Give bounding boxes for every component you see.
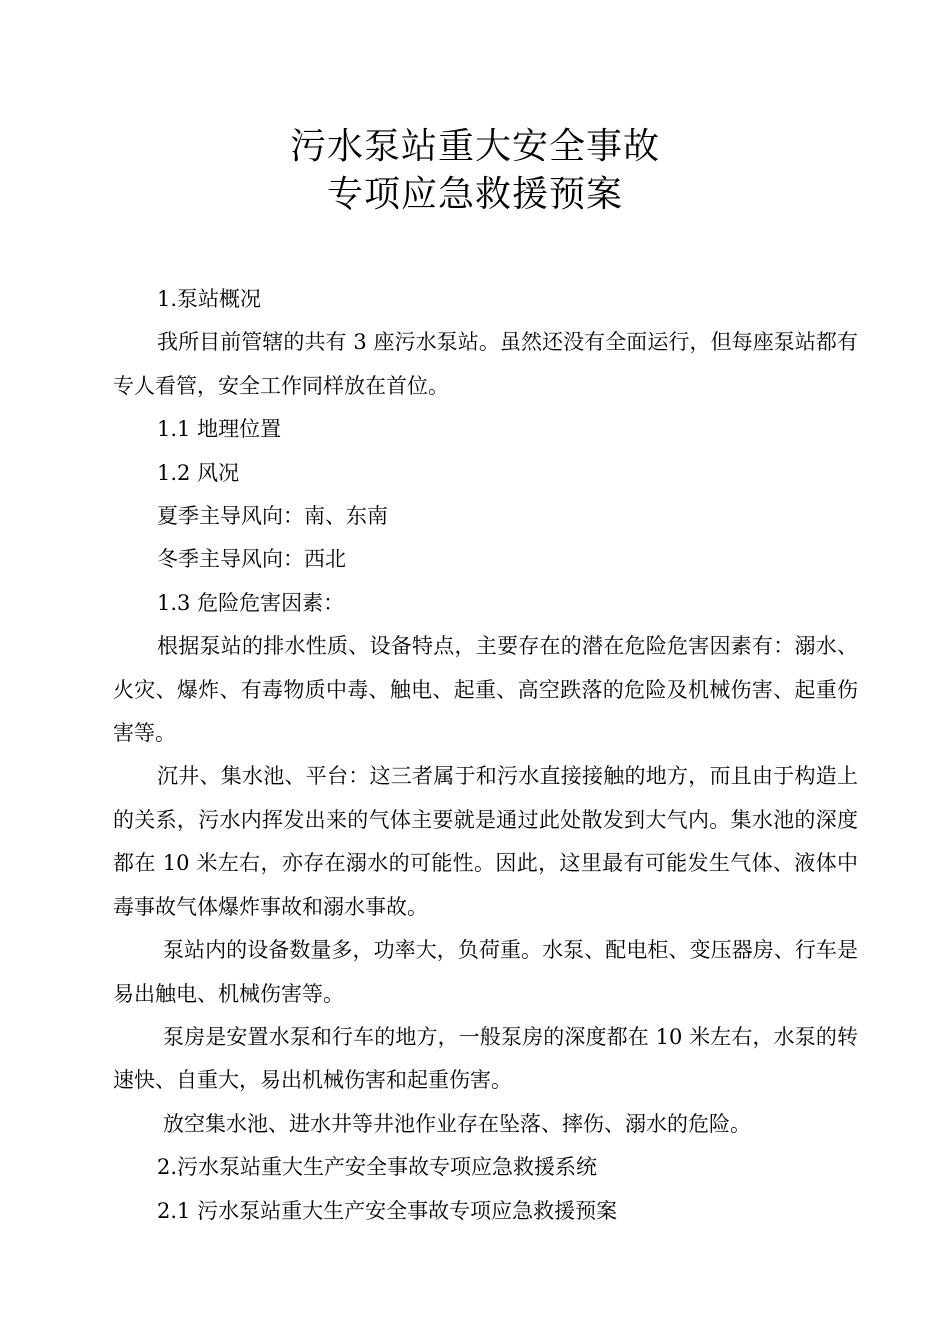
paragraph-hazard-factors: 根据泵站的排水性质、设备特点，主要存在的潜在危险危害因素有：溺水、火灾、爆炸、有毒物质中毒、触电、起重、高空跌落的危险及机械伤害、起重伤害等。 <box>113 634 858 746</box>
document-title-line-2: 专项应急救援预案 <box>326 174 623 215</box>
section-heading-hazard-factors: 1.3 危险危害因素： <box>157 590 345 615</box>
paragraph-well-operation-hazards: 放空集水池、进水井等井池作业存在坠落、摔伤、溺水的危险。 <box>163 1111 751 1136</box>
section-heading-wind-conditions: 1.2 风况 <box>157 460 240 485</box>
paragraph-pump-room-hazards: 泵房是安置水泵和行车的地方，一般泵房的深度都在 10 米左右，水泵的转速快、自重大，易出机械伤害和起重伤害。 <box>113 1024 858 1093</box>
section-heading-emergency-rescue-system: 2.污水泵站重大生产安全事故专项应急救援系统 <box>157 1155 598 1180</box>
section-heading-pump-station-overview: 1.泵站概况 <box>157 287 262 311</box>
section-heading-emergency-rescue-plan: 2.1 污水泵站重大生产安全事故专项应急救援预案 <box>157 1198 618 1223</box>
paragraph-winter-wind: 冬季主导风向：西北 <box>157 547 346 572</box>
paragraph-sump-well-hazards: 沉井、集水池、平台：这三者属于和污水直接接触的地方，而且由于构造上的关系，污水内挥发出来的气体主要就是通过此处散发到大气内。集水池的深度都在 10 米左右，亦存在溺水的可能性。因此，这里最有可能发生气体、液体中毒事故气体爆炸事故和溺水事故。 <box>113 764 858 919</box>
section-heading-geographic-location: 1.1 地理位置 <box>157 417 282 442</box>
document-body <box>113 278 858 1233</box>
paragraph-equipment-hazards: 泵站内的设备数量多，功率大，负荷重。水泵、配电柜、变压器房、行车是易出触电、机械伤害等。 <box>113 938 858 1006</box>
paragraph-summer-wind: 夏季主导风向：南、东南 <box>157 504 388 529</box>
paragraph-pump-station-summary: 我所目前管辖的共有 3 座污水泵站。虽然还没有全面运行，但每座泵站都有专人看管，安全工作同样放在首位。 <box>113 330 858 398</box>
document-title-line-1: 污水泵站重大安全事故 <box>289 126 660 167</box>
